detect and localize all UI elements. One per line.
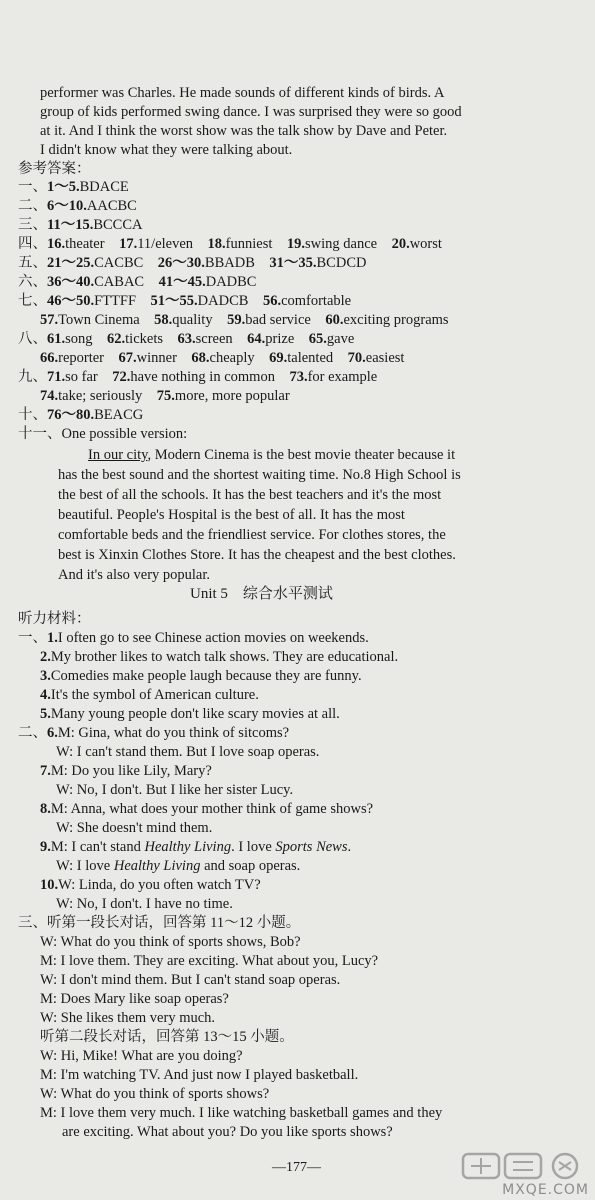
dialogue-text: W: Linda, do you often watch TV? — [58, 877, 261, 893]
dialogue-line: W: I don't mind them. But I can't stand soap operas. — [40, 972, 341, 988]
question-number: 6～10. — [47, 198, 87, 214]
answer-row — [40, 311, 449, 329]
dialogue-line — [40, 762, 212, 780]
question-number: 66. — [40, 350, 59, 366]
show-title: Sports News — [275, 839, 348, 855]
question-number: 10. — [40, 877, 59, 893]
dialogue-line — [18, 724, 289, 742]
question-number: 65. — [308, 331, 327, 347]
dialogue-text: . — [347, 839, 352, 855]
answer-text: FTTFF — [94, 293, 137, 309]
answer-row — [18, 178, 129, 196]
question-number: 3. — [40, 668, 51, 684]
dialogue-line: W: She doesn't mind them. — [56, 820, 213, 836]
answer-text: gave — [326, 331, 355, 347]
answer-text: comfortable — [281, 293, 352, 309]
answer-text: funniest — [225, 236, 273, 252]
answer-text: song — [65, 331, 93, 347]
essay-line — [88, 446, 455, 464]
dialogue-text: M: Anna, what does your mother think of game shows? — [50, 801, 374, 817]
question-number: 57. — [40, 312, 59, 328]
dialogue-text: . I love — [231, 839, 276, 855]
section-number: 十、 — [18, 407, 47, 423]
answer-text: theater — [65, 236, 105, 252]
dialogue-line: M: I love them. They are exciting. What about you, Lucy? — [40, 953, 379, 969]
show-title: Healthy Living — [144, 839, 232, 855]
answer-text: have nothing in common — [130, 369, 275, 385]
dialogue-line: are exciting. What about you? Do you like sports shows? — [62, 1124, 393, 1140]
listening-text: My brother likes to watch talk shows. They are educational. — [50, 649, 399, 665]
dialogue-line: W: She likes them very much. — [40, 1010, 216, 1026]
dialogue-text: M: Do you like Lily, Mary? — [50, 763, 212, 779]
listening-item — [40, 648, 398, 666]
answer-row — [18, 273, 256, 291]
question-number: 4. — [40, 687, 51, 703]
dialogue-text: M: I can't stand — [50, 839, 145, 855]
answer-text: talented — [287, 350, 334, 366]
question-number: 5. — [40, 706, 51, 722]
question-number: 21～25. — [47, 255, 95, 271]
question-number: 75. — [156, 388, 175, 404]
dialogue-line: W: Hi, Mike! What are you doing? — [40, 1048, 243, 1064]
listening-item — [40, 667, 362, 685]
question-number: 72. — [112, 369, 131, 385]
dialogue-line: W: What do you think of sports shows, Bob? — [40, 934, 301, 950]
question-number: 61. — [47, 331, 66, 347]
answer-row — [18, 330, 354, 348]
unit-title: Unit 5 综合水平测试 — [190, 586, 333, 602]
question-number: 63. — [177, 331, 196, 347]
question-number: 26～30. — [157, 255, 205, 271]
intro-line: at it. And I think the worst show was the talk show by Dave and Peter. — [40, 123, 448, 139]
answer-row — [18, 406, 143, 424]
section-number: 二、 — [18, 198, 47, 214]
answer-text: One possible version: — [61, 426, 188, 442]
answer-row — [40, 387, 290, 405]
answer-text: quality — [172, 312, 213, 328]
dialogue-line — [40, 876, 261, 894]
dialogue-line: M: Does Mary like soap operas? — [40, 991, 229, 1007]
watermark-text: MXQE.COM — [502, 1182, 589, 1198]
section-number: 七、 — [18, 293, 47, 309]
answer-text: easiest — [365, 350, 405, 366]
question-number: 31～35. — [269, 255, 317, 271]
answer-row — [18, 235, 442, 253]
intro-line: group of kids performed swing dance. I was surprised they were so good — [40, 104, 462, 120]
essay-line: has the best sound and the shortest waiting time. No.8 High School is — [58, 467, 461, 483]
dialogue-line: W: What do you think of sports shows? — [40, 1086, 270, 1102]
question-number: 71. — [47, 369, 66, 385]
answer-text: cheaply — [209, 350, 255, 366]
section-heading: 听第二段长对话，回答第 13～15 小题。 — [40, 1029, 294, 1045]
answer-text: screen — [195, 331, 233, 347]
essay-line: And it's also very popular. — [58, 567, 211, 583]
answer-row — [18, 425, 187, 443]
answer-text: more, more popular — [174, 388, 290, 404]
answer-text: BCCCA — [93, 217, 143, 233]
answer-text: DADBC — [205, 274, 257, 290]
answer-text: BDACE — [79, 179, 129, 195]
page-number: —177— — [272, 1160, 321, 1175]
question-number: 64. — [247, 331, 266, 347]
dialogue-line: W: No, I don't. But I like her sister Lucy. — [56, 782, 294, 798]
dialogue-line: W: No, I don't. I have no time. — [56, 896, 233, 912]
listening-text: Many young people don't like scary movies at all. — [50, 706, 340, 722]
question-number: 1. — [47, 630, 58, 646]
section-number: 八、 — [18, 331, 47, 347]
question-number: 62. — [107, 331, 126, 347]
section-number: 一、 — [18, 179, 47, 195]
answer-text: BEACG — [94, 407, 144, 423]
answer-row — [18, 254, 366, 272]
dialogue-line — [40, 838, 351, 856]
answer-text: winner — [136, 350, 177, 366]
question-number: 8. — [40, 801, 51, 817]
answer-text: swing dance — [305, 236, 378, 252]
section-number: 十一、 — [18, 426, 62, 442]
answer-row — [18, 292, 351, 310]
answer-text: for example — [307, 369, 378, 385]
answer-text: so far — [65, 369, 98, 385]
section-number: 一、 — [18, 630, 47, 646]
answer-text: BBADB — [204, 255, 255, 271]
question-number: 18. — [207, 236, 226, 252]
section-number: 四、 — [18, 236, 47, 252]
question-number: 1～5. — [47, 179, 80, 195]
dialogue-text: M: Gina, what do you think of sitcoms? — [57, 725, 290, 741]
section-number: 三、 — [18, 217, 47, 233]
listening-item — [40, 686, 259, 704]
dialogue-line: M: I'm watching TV. And just now I played basketball. — [40, 1067, 359, 1083]
question-number: 58. — [154, 312, 173, 328]
question-number: 56. — [262, 293, 282, 309]
question-number: 51～55. — [150, 293, 198, 309]
listening-item — [40, 705, 340, 723]
listening-heading: 听力材料： — [18, 611, 91, 627]
essay-underlined: In our city — [88, 447, 148, 463]
question-number: 16. — [47, 236, 66, 252]
dialogue-text: W: I love — [56, 858, 114, 874]
question-number: 11～15. — [47, 217, 94, 233]
question-number: 76～80. — [47, 407, 95, 423]
section-heading: 三、听第一段长对话，回答第 11～12 小题。 — [18, 915, 301, 931]
question-number: 68. — [191, 350, 210, 366]
question-number: 73. — [289, 369, 308, 385]
essay-text: , Modern Cinema is the best movie theater because it — [147, 447, 456, 463]
answer-text: DADCB — [197, 293, 249, 309]
answer-text: Town Cinema — [58, 312, 140, 328]
essay-line: best is Xinxin Clothes Store. It has the cheapest and the best clothes. — [58, 547, 456, 563]
question-number: 2. — [40, 649, 51, 665]
section-number: 二、 — [18, 725, 47, 741]
section-number: 五、 — [18, 255, 47, 271]
dialogue-line — [56, 857, 300, 875]
answer-text: exciting programs — [343, 312, 449, 328]
question-number: 20. — [391, 236, 410, 252]
answer-text: bad service — [245, 312, 311, 328]
answer-row — [18, 216, 143, 234]
answer-text: CABAC — [94, 274, 145, 290]
listening-text: I often go to see Chinese action movies on weekends. — [57, 630, 369, 646]
dialogue-line: M: I love them very much. I like watching basketball games and they — [40, 1105, 443, 1121]
question-number: 17. — [119, 236, 138, 252]
question-number: 19. — [286, 236, 305, 252]
answer-text: worst — [409, 236, 442, 252]
section-number: 九、 — [18, 369, 47, 385]
listening-item — [18, 629, 369, 647]
question-number: 7. — [40, 763, 51, 779]
question-number: 36～40. — [47, 274, 95, 290]
dialogue-line: W: I can't stand them. But I love soap operas. — [56, 744, 320, 760]
question-number: 59. — [227, 312, 246, 328]
intro-line: performer was Charles. He made sounds of different kinds of birds. A — [40, 85, 445, 101]
answer-row — [18, 197, 137, 215]
question-number: 60. — [325, 312, 344, 328]
answer-text: reporter — [58, 350, 105, 366]
intro-line: I didn't know what they were talking about. — [40, 142, 293, 158]
essay-line: the best of all the schools. It has the best teachers and it's the most — [58, 487, 442, 503]
question-number: 69. — [269, 350, 288, 366]
essay-line: comfortable beds and the friendliest service. For clothes stores, the — [58, 527, 446, 543]
answer-text: AACBC — [86, 198, 137, 214]
section-number: 六、 — [18, 274, 47, 290]
answer-text: CACBC — [94, 255, 144, 271]
question-number: 9. — [40, 839, 51, 855]
answer-row — [18, 368, 377, 386]
answer-text: BCDCD — [316, 255, 367, 271]
listening-text: Comedies make people laugh because they are funny. — [50, 668, 362, 684]
dialogue-text: and soap operas. — [200, 858, 301, 874]
question-number: 41～45. — [158, 274, 206, 290]
show-title: Healthy Living — [113, 858, 201, 874]
listening-text: It's the symbol of American culture. — [50, 687, 259, 703]
essay-line: beautiful. People's Hospital is the best of all. It has the most — [58, 507, 405, 523]
answer-text: tickets — [125, 331, 164, 347]
question-number: 67. — [118, 350, 137, 366]
answer-text: take; seriously — [58, 388, 143, 404]
question-number: 74. — [40, 388, 59, 404]
question-number: 46～50. — [47, 293, 95, 309]
answer-row — [40, 349, 404, 367]
answer-text: 11/eleven — [137, 236, 194, 252]
answers-heading: 参考答案： — [18, 161, 91, 177]
question-number: 70. — [347, 350, 366, 366]
question-number: 6. — [47, 725, 58, 741]
dialogue-line — [40, 800, 373, 818]
answer-text: prize — [265, 331, 295, 347]
